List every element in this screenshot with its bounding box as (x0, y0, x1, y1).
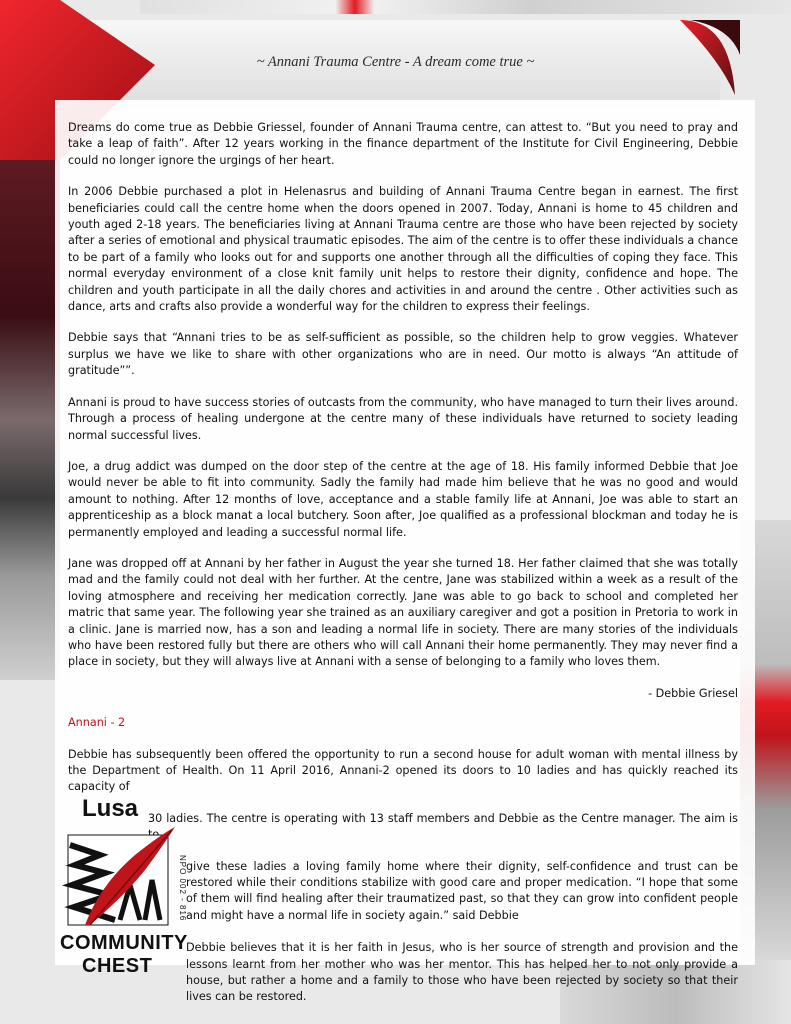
left-side-decoration (0, 160, 60, 680)
annani2-paragraph-2: Debbie believes that it is her faith in Jesus, who is her source of strength and provision and the lessons learnt from her mother who was her mentor. This has helped her to not only provide a house, but rather a home and a family to those who have been rejected by society so that their lives can be restored. (186, 941, 738, 1004)
annani2-paragraph-1: Debbie has subsequently been offered the opportunity to run a second house for adult woman with mental illness by the Department of Health. On 11 April 2016, Annani-2 opened its doors to 10 ladies and has quickly reached its capacity of (68, 747, 738, 794)
paragraph-jane: Jane was dropped off at Annani by her father in August the year she turned 18. Her father claimed that she was totally mad and the family could not deal with her further. At the centre, Jane was stabilized within a week as a result of the loving atmosphere and receiving her medication correctly. Jane was able to go back to school and completed her matric that same year. The following year she trained as an auxiliary caregiver and got a position in Pretoria to work in a clinic. Jane is married now, has a son and leading a normal life in society. There are many stories of the individuals who have been restored fully but there are others who will call Annani their home permanently. They may never find a place in society, but they will always live at Annani with a sense of belonging to a family who loves them. (68, 556, 738, 669)
top-stripe (140, 0, 791, 14)
feather-zebra-icon (60, 825, 178, 930)
paragraph-success: Annani is proud to have success stories of outcasts from the community, who have managed to turn their lives around. Through a process of healing undergone at the centre many of these individuals have returned to society leading normal successful lives. (68, 395, 738, 442)
annani2-paragraph-1b: 30 ladies. The centre is operating with 13 staff members and Debbie as the Centre manager. The aim is (148, 811, 738, 825)
paragraph-joe: Joe, a drug addict was dumped on the door step of the centre at the age of 18. His family informed Debbie that Joe would never be able to fit into community. Sadly the family had made him believe that he was no good and would amount to nothing. After 12 months of love, acceptance and a stable family life at Annani, Joe was able to start an apprenticeship as a block manat a local butchery. Soon after, Joe qualified as a professional blockman and today he is permanently employed and leading a successful normal life. (68, 459, 738, 539)
section-heading-annani-2: Annani - 2 (68, 716, 126, 730)
signature: - Debbie Griesel (648, 686, 738, 700)
lusa-community-chest-logo (60, 795, 195, 990)
logo-npo-number: NPO 002 - 816 (178, 855, 187, 922)
annani2-paragraph-1c: give these ladies a loving family home where their dignity, self-confidence and trust can be restored while their conditions stabilize with good care and proper medication. “I hope that some of them will find healing after their traumatized past, so that they can grow into confident people and might have a normal life in society again.” said Debbie (186, 859, 738, 922)
paragraph-intro: Dreams do come true as Debbie Griessel, founder of Annani Trauma centre, can attest to. “But you need to pray and take a leap of faith”. After 12 years working in the finance department of the Institute for Civil Engineering, Debbie could no longer ignore the urgings of her heart. (68, 121, 738, 167)
page-title: ~ Annani Trauma Centre - A dream come true ~ (256, 54, 535, 70)
paragraph-history: In 2006 Debbie purchased a plot in Helenasrus and building of Annani Trauma Centre began in earnest. The first beneficiaries could call the centre home when the doors opened in 2007. Today, Annani is home to 45 children and youth aged 2-18 years. The beneficiaries living at Annani Trauma centre are those who have been rejected by society after a series of emotional and physical traumatic episodes. The aim of the centre is to offer these individuals a chance to be part of a family who looks out for and supports one another through all the difficulties of coping they face. This normal everyday environment of a close knit family unit helps to restore their dignity, confidence and hope. The children and youth participate in all the daily chores and activities in and around the centre . Other activities such as dance, arts and crafts also provide a wonderful way for the children to express their feelings. (68, 185, 738, 314)
logo-lusa-text: Lusa (82, 795, 139, 822)
logo-community-text: COMMUNITY (60, 932, 188, 954)
paragraph-quote: Debbie says that “Annani tries to be as self-sufficient as possible, so the children help to grow veggies. Whatever surplus we have we like to share with other organizations who are in need. Our motto is always “An attitude of gratitude””. (68, 331, 738, 378)
logo-chest-text: CHEST (82, 955, 153, 977)
